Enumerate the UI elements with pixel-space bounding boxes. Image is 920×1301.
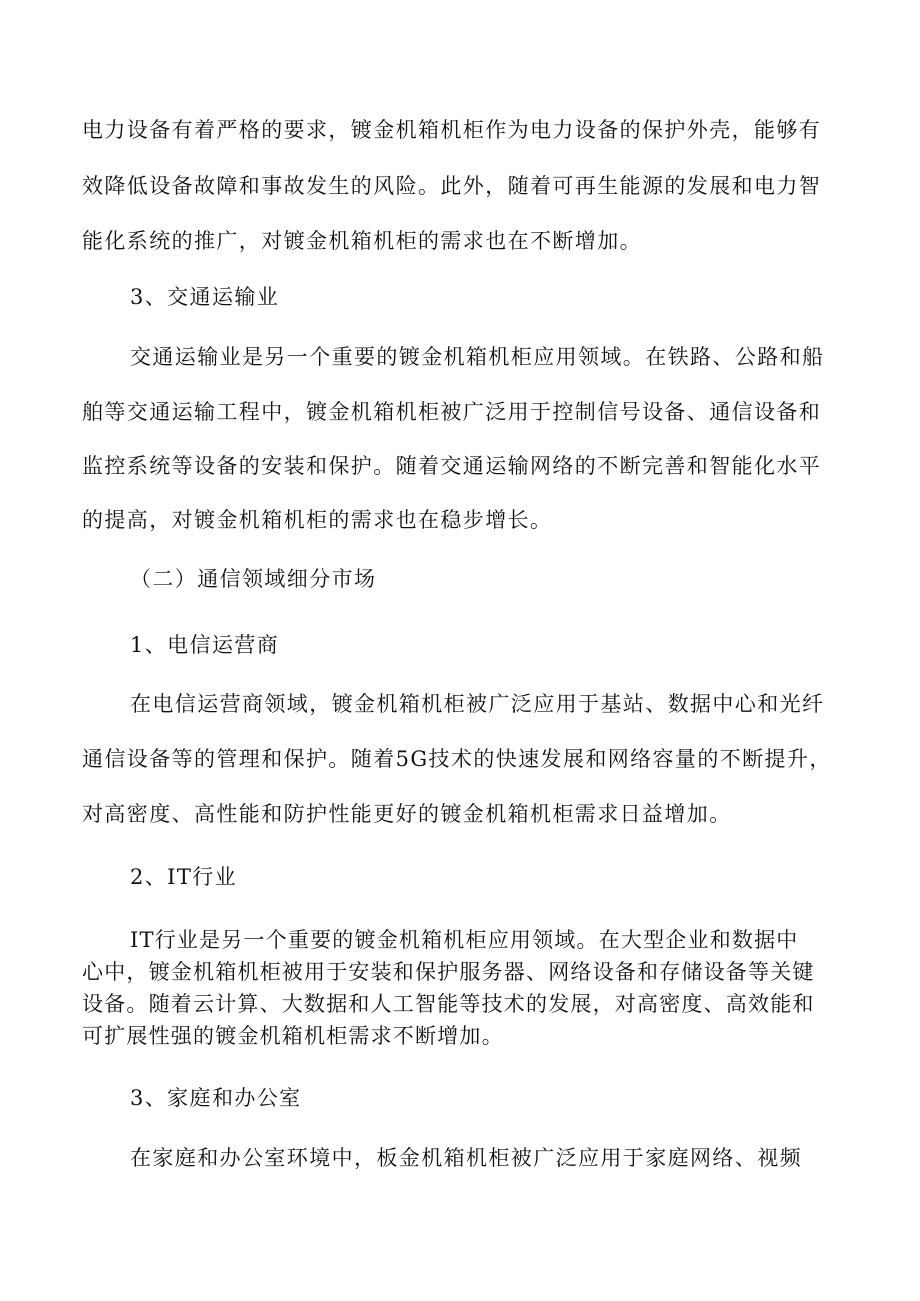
heading-transport: 3、交通运输业 [130,285,280,309]
paragraph-power-line-1: 电力设备有着严格的要求，镀金机箱机柜作为电力设备的保护外壳，能够有 [82,118,822,142]
paragraph-transport-line-4: 的提高，对镀金机箱机柜的需求也在稳步增长。 [82,508,553,532]
paragraph-transport-line-2: 舶等交通运输工程中，镀金机箱机柜被广泛用于控制信号设备、通信设备和 [82,400,822,424]
paragraph-it-line-3: 设备。随着云计算、大数据和人工智能等技术的发展，对高密度、高效能和 [82,992,815,1016]
heading-it: 2、IT行业 [130,865,238,889]
paragraph-transport-line-1: 交通运输业是另一个重要的镀金机箱机柜应用领域。在铁路、公路和船 [130,345,825,369]
heading-carrier: 1、电信运营商 [130,633,280,657]
paragraph-carrier-line-1: 在电信运营商领域，镀金机箱机柜被广泛应用于基站、数据中心和光纤 [130,692,825,716]
paragraph-home-line-1: 在家庭和办公室环境中，板金机箱机柜被广泛应用于家庭网络、视频 [130,1146,802,1170]
paragraph-it-line-2: 心中，镀金机箱机柜被用于安装和保护服务器、网络设备和存储设备等关键 [82,960,815,984]
paragraph-carrier-line-2: 通信设备等的管理和保护。随着5G技术的快速发展和网络容量的不断提升， [82,747,832,771]
paragraph-carrier-line-3: 对高密度、高性能和防护性能更好的镀金机箱机柜需求日益增加。 [82,802,732,826]
paragraph-it-line-4: 可扩展性强的镀金机箱机柜需求不断增加。 [82,1024,504,1048]
heading-home-office: 3、家庭和办公室 [130,1086,302,1110]
paragraph-power-line-2: 效降低设备故障和事故发生的风险。此外，随着可再生能源的发展和电力智 [82,174,822,198]
paragraph-power-line-3: 能化系统的推广，对镀金机箱机柜的需求也在不断增加。 [82,229,642,253]
paragraph-transport-line-3: 监控系统等设备的安装和保护。随着交通运输网络的不断完善和智能化水平 [82,454,822,478]
section-heading-telecom: （二）通信领域细分市场 [130,567,377,591]
paragraph-it-line-1: IT行业是另一个重要的镀金机箱机柜应用领域。在大型企业和数据中 [130,928,799,952]
